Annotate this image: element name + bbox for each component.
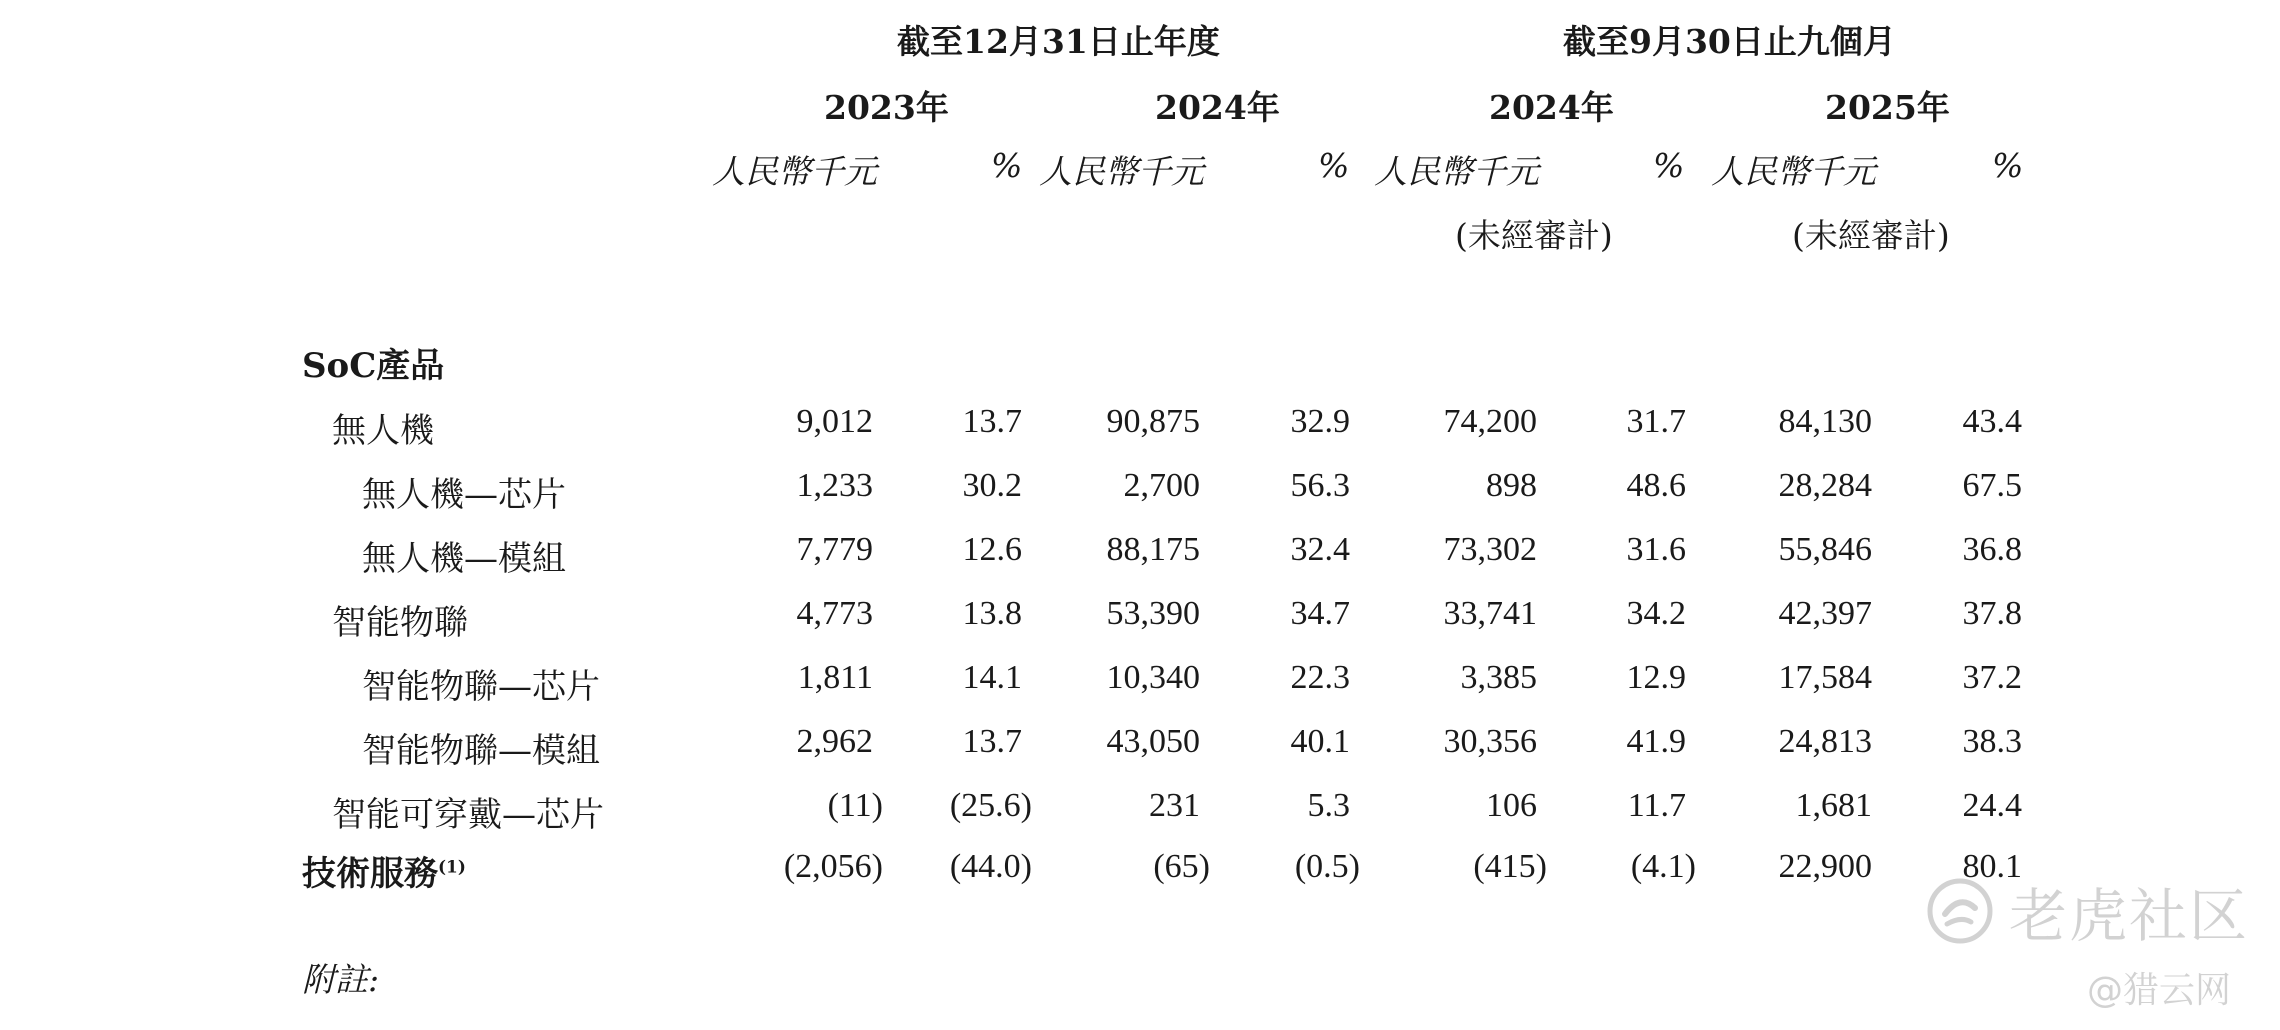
table-row-0-amount-2024-fy: 90,875 (1106, 403, 1200, 440)
table-row-4-amount-2024-fy: 10,340 (1106, 659, 1200, 696)
tiger-logo-icon (1925, 876, 1995, 946)
table-row-2-amount-2025: 55,846 (1778, 531, 1872, 568)
tech-services-pct-2025: 80.1 (1962, 848, 2022, 885)
table-row-6-pct-2025: 24.4 (1962, 787, 2022, 824)
table-row-5-pct-2025: 38.3 (1962, 723, 2022, 760)
table-row-5-pct-2024-9m: 41.9 (1626, 723, 1686, 760)
table-row-1-amount-2025: 28,284 (1778, 467, 1872, 504)
tech-services-pct-2024-fy: (0.5) (1294, 848, 1360, 885)
unaudited-note-2025: (未經審計) (1792, 216, 1950, 255)
unit-percent-2023: % (991, 146, 1023, 185)
table-row-3-amount-2025: 42,397 (1778, 595, 1872, 632)
table-row-3-pct-2025: 37.8 (1962, 595, 2022, 632)
unit-amount-2025: 人民幣千元 (1711, 152, 1876, 191)
table-row-5-pct-2023: 13.7 (962, 723, 1022, 760)
unit-percent-2024-9m: % (1653, 146, 1685, 185)
year-header-2023: 2023年 (824, 88, 949, 127)
table-row-4-amount-2024-9m: 3,385 (1460, 659, 1537, 696)
tech-services-amount-2023: (2,056) (783, 848, 883, 885)
table-row-2-amount-2024-9m: 73,302 (1443, 531, 1537, 568)
table-row-4-pct-2023: 14.1 (962, 659, 1022, 696)
table-row-3-pct-2024-9m: 34.2 (1626, 595, 1686, 632)
table-row-5-amount-2024-9m: 30,356 (1443, 723, 1537, 760)
table-row-3-amount-2024-9m: 33,741 (1443, 595, 1537, 632)
footnote-heading: 附註: (302, 960, 380, 999)
table-row-2-pct-2023: 12.6 (962, 531, 1022, 568)
table-row-2-pct-2024-9m: 31.6 (1626, 531, 1686, 568)
year-header-2024-fy: 2024年 (1155, 88, 1280, 127)
tech-services-amount-2025: 22,900 (1778, 848, 1872, 885)
table-row-1-amount-2024-fy: 2,700 (1123, 467, 1200, 504)
row-label-tech-services (302, 846, 466, 895)
row-label: 智能物聯—芯片 (362, 667, 600, 707)
table-row-0-pct-2023: 13.7 (962, 403, 1022, 440)
table-row-0-pct-2024-9m: 31.7 (1626, 403, 1686, 440)
table-row-1-pct-2023: 30.2 (962, 467, 1022, 504)
table-row-3-pct-2023: 13.8 (962, 595, 1022, 632)
table-row-2-pct-2024-fy: 32.4 (1290, 531, 1350, 568)
brand-watermark-text: 老虎社区 (2009, 882, 2250, 950)
table-row-1-amount-2024-9m: 898 (1486, 467, 1537, 504)
table-row-2-pct-2025: 36.8 (1962, 531, 2022, 568)
table-row-1-pct-2025: 67.5 (1962, 467, 2022, 504)
table-row-0-pct-2024-fy: 32.9 (1290, 403, 1350, 440)
row-label: 智能可穿戴—芯片 (332, 795, 604, 835)
table-row-5-amount-2024-fy: 43,050 (1106, 723, 1200, 760)
table-row-4-pct-2024-9m: 12.9 (1626, 659, 1686, 696)
table-row-4-amount-2023: 1,811 (797, 659, 873, 696)
table-row-0-amount-2024-9m: 74,200 (1443, 403, 1537, 440)
unaudited-note-2024-9m: (未經審計) (1455, 216, 1613, 255)
unit-percent-2025: % (1992, 146, 2024, 185)
table-row-3-amount-2024-fy: 53,390 (1106, 595, 1200, 632)
table-row-6-amount-2023: (11) (827, 787, 883, 824)
tech-services-pct-2023: (44.0) (949, 848, 1032, 885)
table-row-5-amount-2023: 2,962 (796, 723, 873, 760)
row-label: 無人機—芯片 (362, 475, 566, 515)
tech-services-amount-2024-9m: (415) (1473, 848, 1547, 885)
period-header-9m: 截至9月30日止九個月 (1563, 22, 1896, 61)
table-row-4-pct-2024-fy: 22.3 (1290, 659, 1350, 696)
table-row-3-pct-2024-fy: 34.7 (1290, 595, 1350, 632)
tech-services-label: 技術服務 (302, 854, 438, 894)
table-row-5-pct-2024-fy: 40.1 (1290, 723, 1350, 760)
source-watermark: @猎云网 (2087, 970, 2232, 1011)
table-row-6-amount-2025: 1,681 (1795, 787, 1872, 824)
table-row-6-pct-2024-fy: 5.3 (1307, 787, 1350, 824)
table-row-2-amount-2023: 7,779 (796, 531, 873, 568)
table-row-0-amount-2023: 9,012 (796, 403, 873, 440)
unit-amount-2023: 人民幣千元 (712, 152, 877, 191)
table-row-0-amount-2025: 84,130 (1778, 403, 1872, 440)
unit-amount-2024-fy: 人民幣千元 (1039, 152, 1204, 191)
unit-percent-2024-fy: % (1318, 146, 1350, 185)
row-label: 智能物聯 (332, 603, 468, 643)
row-label: 無人機—模組 (362, 539, 566, 579)
table-row-4-pct-2025: 37.2 (1962, 659, 2022, 696)
year-header-2025: 2025年 (1825, 88, 1950, 127)
table-row-6-amount-2024-fy: 231 (1149, 787, 1200, 824)
tech-services-amount-2024-fy: (65) (1153, 848, 1210, 885)
footnote-ref: (1) (438, 857, 466, 878)
row-label: 智能物聯—模組 (362, 731, 600, 771)
table-row-3-amount-2023: 4,773 (796, 595, 873, 632)
tech-services-pct-2024-9m: (4.1) (1630, 848, 1696, 885)
table-row-4-amount-2025: 17,584 (1778, 659, 1872, 696)
brand-watermark (1925, 869, 2249, 953)
table-row-6-amount-2024-9m: 106 (1486, 787, 1537, 824)
table-row-6-pct-2023: (25.6) (949, 787, 1032, 824)
row-label: 無人機 (332, 411, 434, 451)
table-row-1-pct-2024-9m: 48.6 (1626, 467, 1686, 504)
table-row-6-pct-2024-9m: 11.7 (1627, 787, 1686, 824)
table-row-2-amount-2024-fy: 88,175 (1106, 531, 1200, 568)
year-header-2024-9m: 2024年 (1489, 88, 1614, 127)
period-header-fy: 截至12月31日止年度 (897, 22, 1220, 61)
table-row-1-pct-2024-fy: 56.3 (1290, 467, 1350, 504)
unit-amount-2024-9m: 人民幣千元 (1374, 152, 1539, 191)
section-soc-products: SoC產品 (302, 346, 445, 386)
table-row-5-amount-2025: 24,813 (1778, 723, 1872, 760)
table-row-0-pct-2025: 43.4 (1962, 403, 2022, 440)
table-row-1-amount-2023: 1,233 (796, 467, 873, 504)
